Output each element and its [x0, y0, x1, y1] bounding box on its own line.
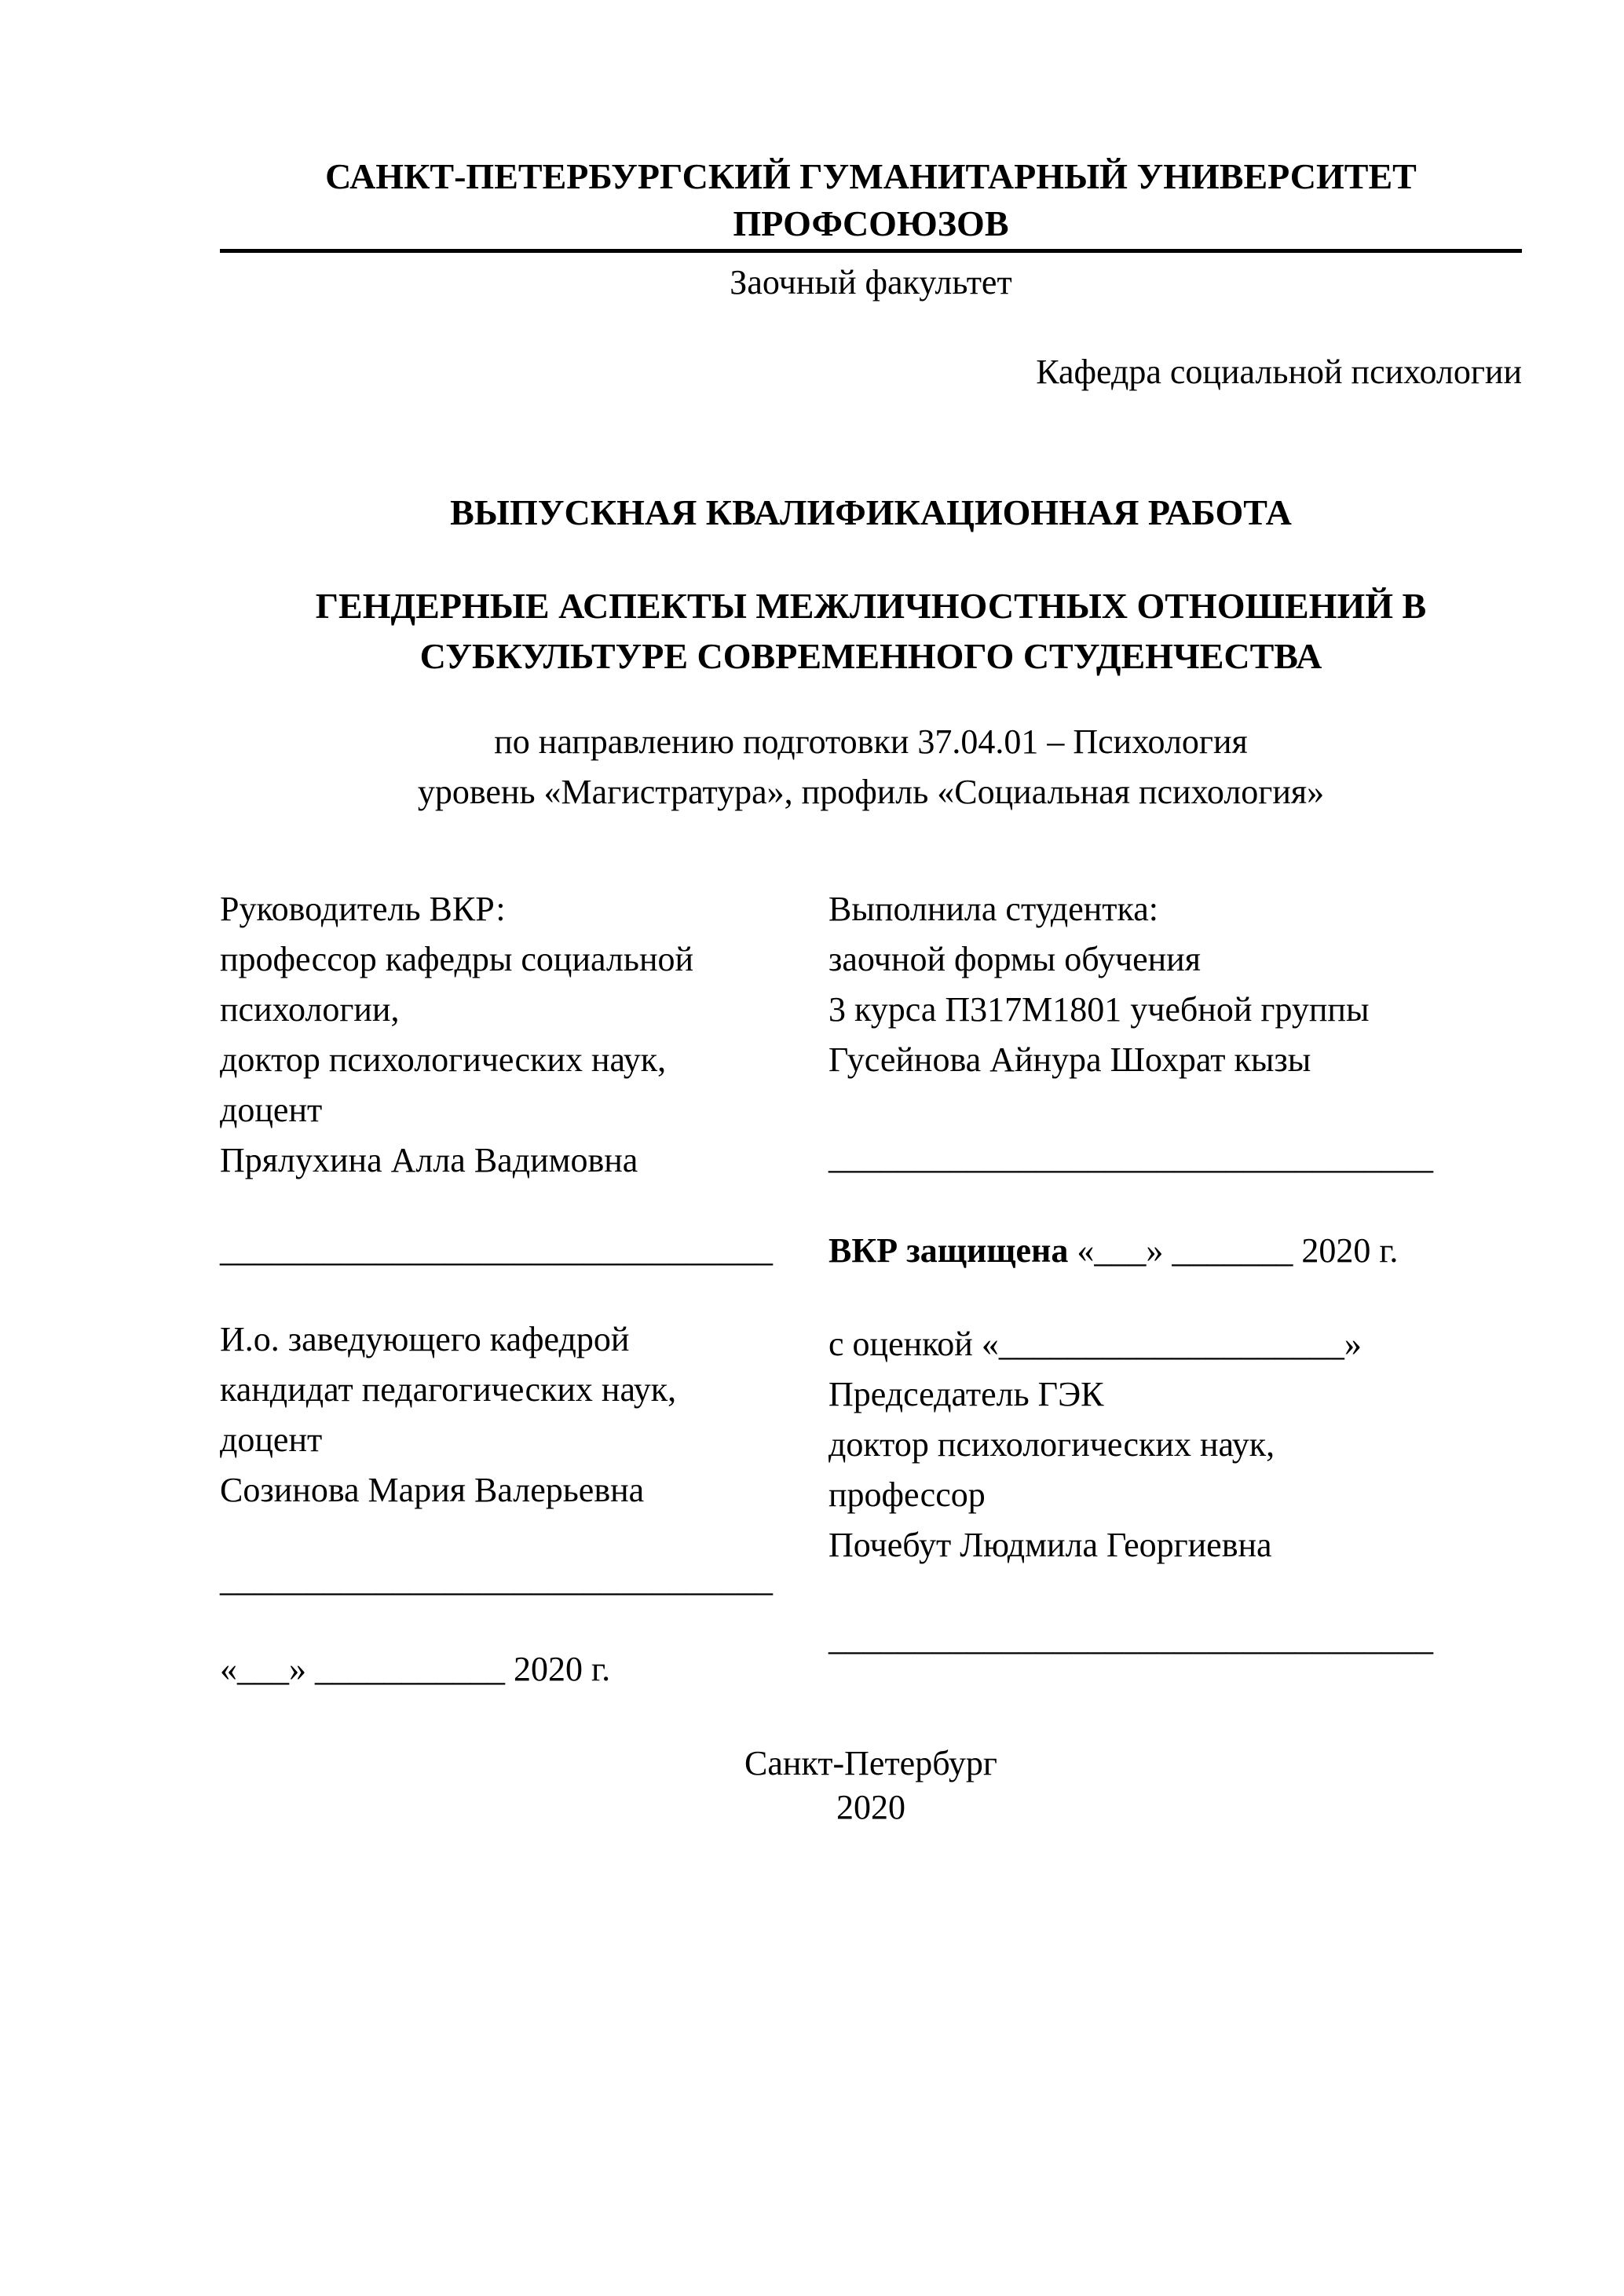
defended-date-blank: «___» _______ 2020 г.: [1068, 1231, 1399, 1270]
gek-chair-degree: доктор психологических наук,: [828, 1425, 1275, 1464]
footer-city: Санкт-Петербург: [744, 1744, 997, 1782]
supervisor-degree-line: доктор психологических наук,: [220, 1040, 667, 1079]
work-type-heading: ВЫПУСКНАЯ КВАЛИФИКАЦИОННАЯ РАБОТА: [450, 492, 1292, 532]
gek-chair-signature-line: ___________________________________: [828, 1619, 1433, 1658]
gek-chair-label: Председатель ГЭК: [828, 1375, 1104, 1413]
program-level: уровень «Магистратура», профиль «Социальная психология»: [417, 773, 1325, 811]
student-role-label: Выполнила студентка:: [828, 890, 1158, 928]
university-name: САНКТ-ПЕТЕРБУРГСКИЙ ГУМАНИТАРНЫЙ УНИВЕРСИТЕТ ПРОФСОЮЗОВ: [220, 153, 1522, 253]
supervisor-column: [220, 884, 828, 1695]
supervisor-role-label: Руководитель ВКР:: [220, 890, 506, 928]
footer-year: 2020: [836, 1788, 905, 1826]
head-rank-line: доцент: [220, 1420, 323, 1459]
defended-label: ВКР защищена: [828, 1231, 1069, 1270]
signatures-section: [220, 884, 1522, 1695]
supervisor-title-line: психологии,: [220, 990, 400, 1029]
faculty-name: Заочный факультет: [730, 263, 1012, 302]
department-head-block: [220, 1314, 828, 1515]
student-group: 3 курса П317М1801 учебной группы: [828, 990, 1370, 1029]
gek-chair-name: Почебут Людмила Георгиевна: [828, 1526, 1272, 1564]
approval-date-line: «___» ___________ 2020 г.: [220, 1650, 611, 1688]
student-study-form: заочной формы обучения: [828, 940, 1201, 978]
department-name: Кафедра социальной психологии: [1036, 353, 1522, 391]
head-degree-line: кандидат педагогических наук,: [220, 1370, 677, 1409]
student-name: Гусейнова Айнура Шохрат кызы: [828, 1040, 1311, 1079]
student-signature-line: ___________________________________: [828, 1138, 1433, 1176]
grade-block: [828, 1319, 1522, 1570]
supervisor-name: Прялухина Алла Вадимовна: [220, 1141, 638, 1179]
grade-line: с оценкой «____________________»: [828, 1325, 1362, 1363]
supervisor-signature-line: ________________________________: [220, 1230, 773, 1269]
student-column: [828, 884, 1522, 1664]
head-role-label: И.о. заведующего кафедрой: [220, 1320, 630, 1358]
supervisor-title-line: профессор кафедры социальной: [220, 940, 694, 978]
program-info: [220, 717, 1522, 817]
thesis-title: ГЕНДЕРНЫЕ АСПЕКТЫ МЕЖЛИЧНОСТНЫХ ОТНОШЕНИЙ В СУБКУЛЬТУРЕ СОВРЕМЕННОГО СТУДЕНЧЕСТВА: [315, 586, 1427, 676]
defended-line: [828, 1226, 1522, 1276]
program-direction: по направлению подготовки 37.04.01 – Психология: [494, 722, 1248, 761]
gek-chair-rank: профессор: [828, 1475, 986, 1514]
footer: [220, 1742, 1522, 1830]
supervisor-rank-line: доцент: [220, 1091, 323, 1129]
head-signature-line: ________________________________: [220, 1560, 773, 1599]
head-name: Созинова Мария Валерьевна: [220, 1471, 645, 1509]
